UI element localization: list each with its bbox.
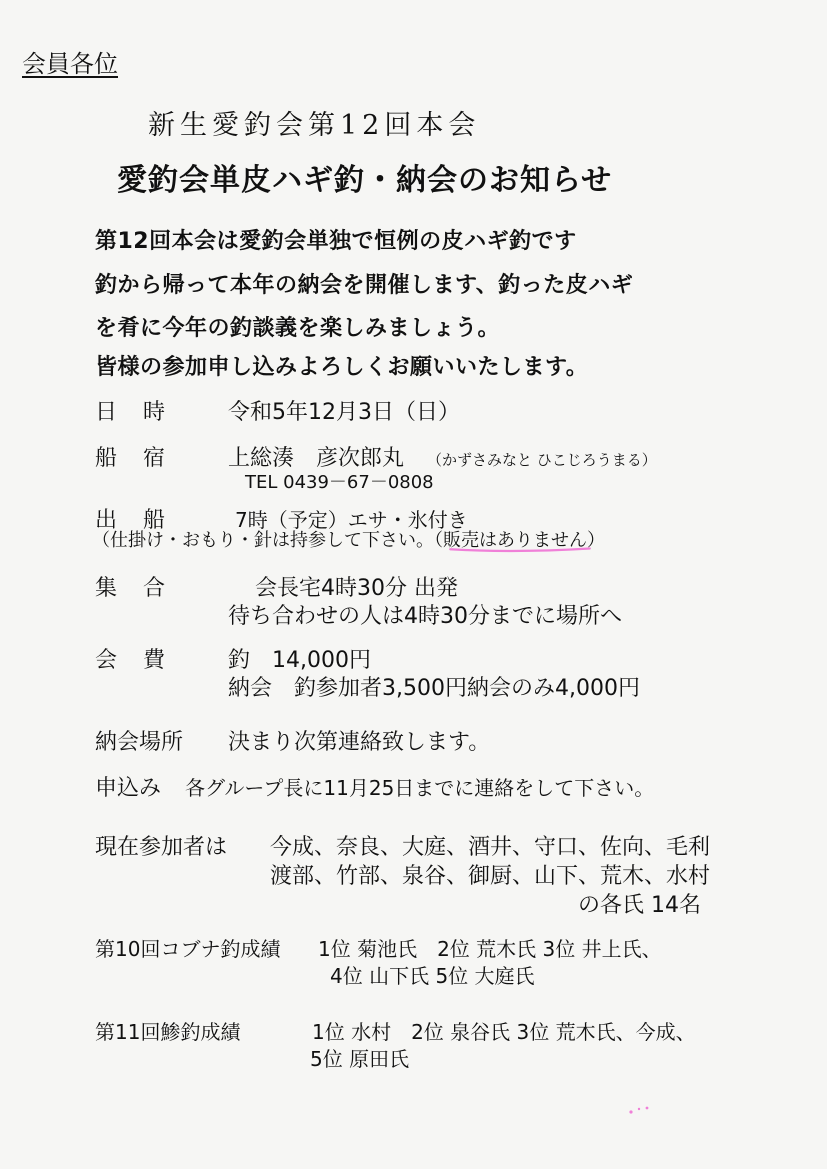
intro-line-2: 釣から帰って本年の納会を開催します、釣った皮ハギ: [95, 273, 634, 298]
venue-label: 納会場所: [95, 730, 184, 755]
boat-reading: （かずさみなと ひこじろうまる）: [427, 451, 657, 469]
participants-line-1: 今成、奈良、大庭、酒井、守口、佐向、毛利: [270, 835, 711, 860]
addressee: 会員各位: [22, 50, 118, 78]
result-11-line-1: 1位 水村 2位 泉谷氏 3位 荒木氏、今成、: [312, 1020, 696, 1044]
meeting-label: 集 合: [95, 576, 168, 601]
venue-value: 決まり次第連絡致します。: [228, 730, 491, 755]
date-label: 日 時: [95, 400, 168, 425]
fee-value: 釣 14,000円: [228, 648, 371, 673]
result-11-label: 第11回鯵釣成績: [95, 1020, 241, 1044]
intro-line-4: 皆様の参加申し込みよろしくお願いいたします。: [95, 355, 589, 380]
departure-value: 7時（予定）エサ・氷付き: [235, 508, 468, 532]
result-10-line-1: 1位 菊池氏 2位 荒木氏 3位 井上氏、: [318, 937, 662, 961]
fee-label: 会 費: [95, 648, 168, 673]
document-title: 新生愛釣会第12回本会: [148, 110, 481, 141]
highlighter-mark: [425, 547, 615, 553]
departure-note: （仕掛け・おもり・針は持参して下さい。（販売はありません）: [92, 530, 605, 551]
result-10-label: 第10回コブナ釣成績: [95, 937, 281, 961]
participants-total: の各氏 14名: [578, 893, 701, 918]
boat-label: 船 宿: [95, 446, 168, 471]
result-11-line-2: 5位 原田氏: [310, 1047, 410, 1071]
boat-name: 上総湊 彦次郎丸: [228, 446, 405, 471]
meeting-value: 会長宅4時30分 出発: [255, 576, 458, 601]
intro-line-1: 第12回本会は愛釣会単独で恒例の皮ハギ釣です: [95, 229, 577, 254]
meeting-note: 待ち合わせの人は4時30分までに場所へ: [228, 604, 622, 629]
result-10-line-2: 4位 山下氏 5位 大庭氏: [330, 964, 535, 988]
ink-specks: [625, 1100, 665, 1120]
participants-label: 現在参加者は: [95, 835, 228, 860]
document-subtitle: 愛釣会単皮ハギ釣・納会のお知らせ: [117, 163, 613, 198]
date-value: 令和5年12月3日（日）: [228, 400, 460, 425]
participants-line-2: 渡部、竹部、泉谷、御厨、山下、荒木、水村: [270, 864, 711, 889]
departure-label: 出 船: [95, 508, 168, 533]
fee-note: 納会 釣参加者3,500円納会のみ4,000円: [228, 676, 640, 701]
boat-tel: TEL 0439－67－0808: [245, 472, 434, 493]
intro-line-3: を肴に今年の釣談義を楽しみましょう。: [95, 316, 501, 341]
apply-label: 申込み: [95, 776, 162, 801]
apply-value: 各グループ長に11月25日までに連絡をして下さい。: [185, 776, 655, 800]
